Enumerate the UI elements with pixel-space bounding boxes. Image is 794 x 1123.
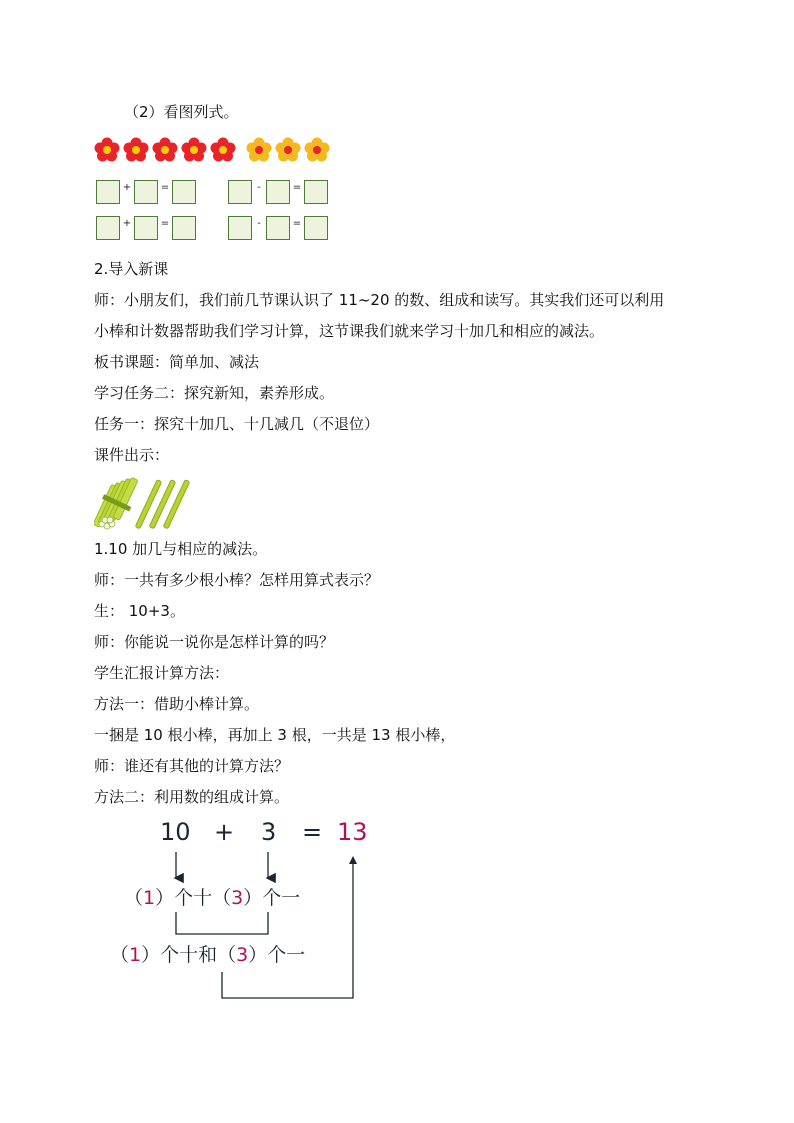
paragraph-line: 方法二：利用数的组成计算。	[94, 788, 290, 806]
sum-thirteen: 13	[337, 818, 368, 846]
answer-box[interactable]	[172, 216, 196, 240]
exercise-heading: （2）看图列式。	[124, 103, 239, 121]
plus-sign: +	[122, 218, 132, 229]
composition-row	[110, 943, 305, 967]
yellow-flower-icon	[275, 137, 301, 163]
sticks-bundle-icon	[94, 474, 190, 532]
paragraph-line: 师：你能说一说你是怎样计算的吗？	[94, 633, 335, 651]
paragraph-line: 小棒和计数器帮助我们学习计算，这节课我们就来学习十加几和相应的减法。	[94, 322, 605, 340]
answer-box[interactable]	[228, 180, 252, 204]
equals-sign: =	[292, 218, 302, 229]
paragraph-line: 一捆是 10 根小棒，再加上 3 根，一共是 13 根小棒，	[94, 726, 456, 744]
decomposition-diagram	[110, 812, 390, 1007]
answer-box[interactable]	[228, 216, 252, 240]
ones-label: ）个一	[248, 944, 306, 966]
answer-box[interactable]	[172, 180, 196, 204]
yellow-flower-icon	[304, 137, 330, 163]
tens-value: 1	[143, 887, 156, 909]
paragraph-line: 师：谁还有其他的计算方法？	[94, 757, 290, 775]
yellow-flower-icon	[246, 137, 272, 163]
paragraph-line: 1.10 加几与相应的减法。	[94, 540, 268, 558]
answer-box[interactable]	[266, 180, 290, 204]
paragraph-line: 任务一：探究十加几、十几减几（不退位）	[94, 415, 380, 433]
paragraph-line: 板书课题：简单加、减法	[94, 353, 260, 371]
paragraph-line: 学习任务二：探究新知，素养形成。	[94, 384, 335, 402]
section-heading: 2.导入新课	[94, 260, 169, 278]
paragraph-line: 师：小朋友们，我们前几节课认识了 11~20 的数、组成和读写。其实我们还可以利用	[94, 291, 665, 309]
ones-value: 3	[231, 887, 244, 909]
equals-sign: =	[160, 218, 170, 229]
plus-sign: +	[122, 182, 132, 193]
red-flower-icon	[152, 137, 178, 163]
red-flower-icon	[94, 137, 120, 163]
addend-ten: 10	[160, 818, 191, 846]
answer-box[interactable]	[266, 216, 290, 240]
paragraph-line: 方法一：借助小棒计算。	[94, 695, 260, 713]
answer-box[interactable]	[304, 216, 328, 240]
red-flower-icon	[123, 137, 149, 163]
tens-label: ）个十（	[155, 887, 232, 909]
minus-sign: -	[257, 182, 261, 193]
answer-box[interactable]	[96, 216, 120, 240]
ones-value: 3	[236, 944, 249, 966]
plus-operator: +	[214, 818, 235, 846]
decomposition-row	[124, 886, 300, 910]
paren: （	[124, 887, 144, 909]
answer-box[interactable]	[134, 216, 158, 240]
red-flower-icon	[181, 137, 207, 163]
paragraph-line: 师：一共有多少根小棒？怎样用算式表示？	[94, 571, 380, 589]
minus-sign: -	[257, 218, 261, 229]
paragraph-line: 生： 10+3。	[94, 602, 185, 620]
red-flower-icon	[210, 137, 236, 163]
tens-label: ）个十和（	[141, 944, 237, 966]
paragraph-line: 课件出示：	[94, 446, 170, 464]
equals-sign: =	[292, 182, 302, 193]
equals-sign: =	[160, 182, 170, 193]
tens-value: 1	[129, 944, 142, 966]
ones-label: ）个一	[243, 887, 301, 909]
paren: （	[110, 944, 130, 966]
answer-box[interactable]	[96, 180, 120, 204]
answer-box[interactable]	[304, 180, 328, 204]
paragraph-line: 学生汇报计算方法：	[94, 664, 230, 682]
equals-operator: =	[302, 818, 323, 846]
answer-box[interactable]	[134, 180, 158, 204]
addend-three: 3	[261, 818, 277, 846]
